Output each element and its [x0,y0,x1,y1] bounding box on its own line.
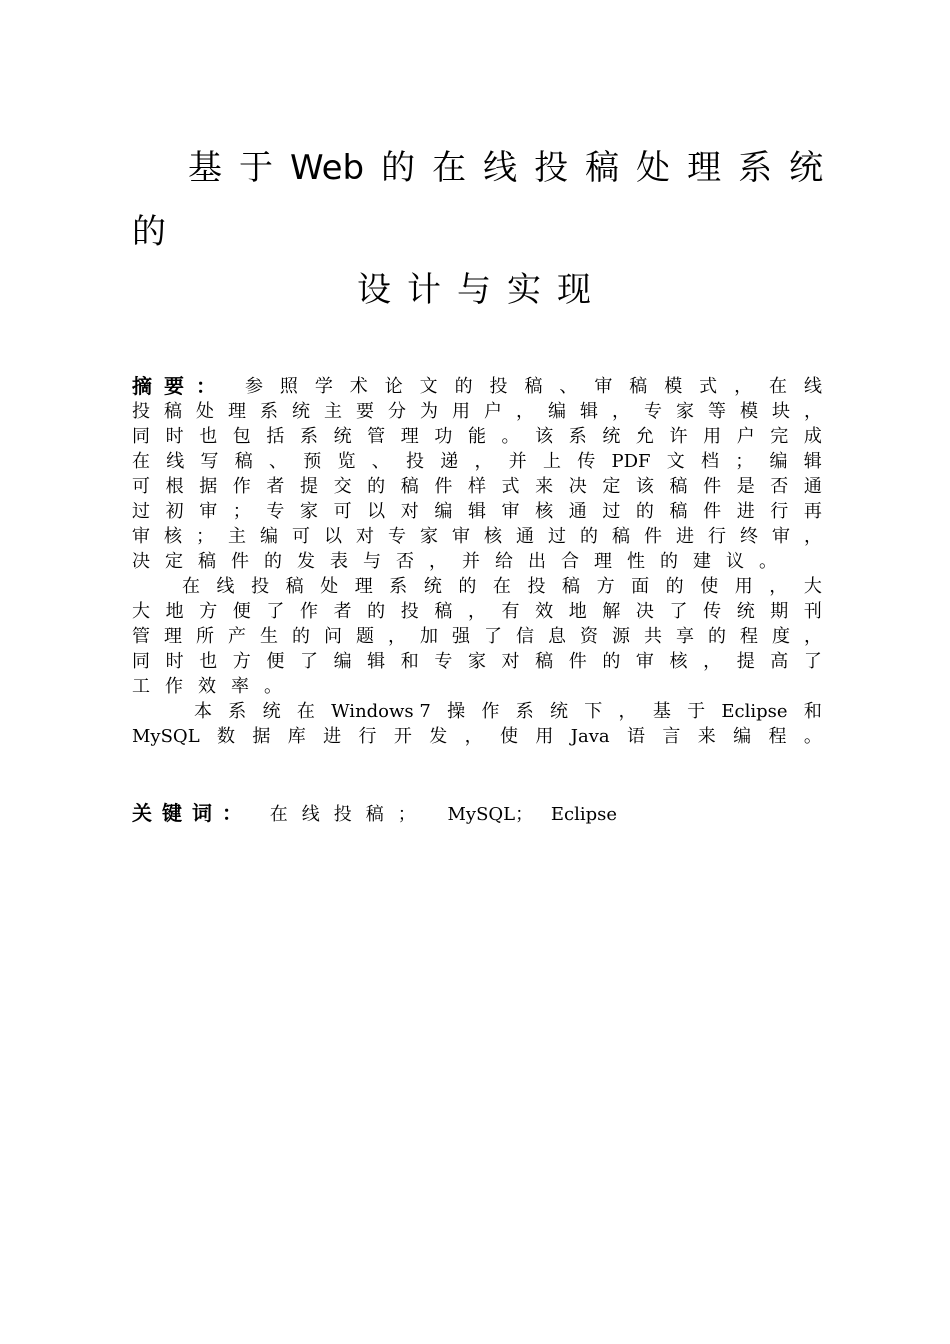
keyword-item: 在线投稿； [269,804,430,825]
abstract-line: 大 地 方 便 了 作 者 的 投 稿 ， 有 效 地 解 决 了 传 统 期 刊 [132,601,822,622]
abstract-line: MySQL 数 据 库 进 行 开 发 ， 使 用 Java 语 言 来 编 程 。 [132,726,822,747]
abstract-line: 过 初 审 ； 专 家 可 以 对 编 辑 审 核 通 过 的 稿 件 进 行 再 [132,501,822,522]
abstract-line: 在 线 投 稿 处 理 系 统 的 在 投 稿 方 面 的 使 用 ， 大 [182,576,822,597]
keywords [132,797,629,826]
abstract-line: 决 定 稿 件 的 发 表 与 否 ， 并 给 出 合 理 性 的 建 议 。 [132,551,777,572]
abstract-line: 同 时 也 方 便 了 编 辑 和 专 家 对 稿 件 的 审 核 ， 提 高 了 [132,651,822,672]
document-title-line1: 基 于 Web 的 在 线 投 稿 处 理 系 统 [188,148,824,188]
abstract-line: 在 线 写 稿 、 预 览 、 投 递 ， 并 上 传 PDF 文 档 ； 编 辑 [132,451,822,472]
abstract-label: 摘要： [132,374,228,398]
abstract-line: 同 时 也 包 括 系 统 管 理 功 能 。 该 系 统 允 许 用 户 完 成 [132,426,822,447]
document-title-line2: 的 [132,212,166,252]
abstract-line: 可 根 据 作 者 提 交 的 稿 件 样 式 来 决 定 该 稿 件 是 否 通 [132,476,822,497]
abstract-line: 审 核 ； 主 编 可 以 对 专 家 审 核 通 过 的 稿 件 进 行 终 审 ， [132,526,822,547]
abstract-line: 投 稿 处 理 系 统 主 要 分 为 用 户 ， 编 辑 ， 专 家 等 模 块 ， [132,401,822,422]
keywords-label: 关键词： [132,801,252,825]
abstract [132,374,822,749]
abstract-line: 本 系 统 在 Windows 7 操 作 系 统 下 ， 基 于 Eclipse 和 [194,701,822,722]
keyword-item: MySQL； [447,804,534,825]
keyword-item: Eclipse [550,804,617,825]
abstract-line: 工 作 效 率 。 [132,676,282,697]
abstract-line: 管 理 所 产 生 的 问 题 ， 加 强 了 信 息 资 源 共 享 的 程 度 ， [132,626,822,647]
abstract-line: 摘要： 参 照 学 术 论 文 的 投 稿 、 审 稿 模 式 ， 在 线 [132,374,822,398]
document-title-line3: 设 计 与 实 现 [357,270,591,310]
